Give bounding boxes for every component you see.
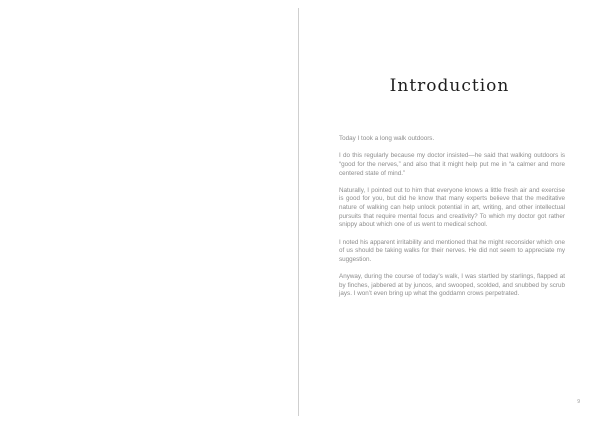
left-page-blank <box>0 0 298 428</box>
paragraph: I noted his apparent irritability and mentioned that he might reconsider which one of us should be taking walks for their nerves. He did not seem to appreciate my suggestion. <box>339 238 565 263</box>
paragraph: Naturally, I pointed out to him that everyone knows a little fresh air and exercise is good for you, but did he know that many experts believe that the meditative nature of walking can help unlock potential in art, writing, and other intellectual pursuits that require mental focus and creativity? To which my doctor got rather snippy about which one of us went to medical school. <box>339 186 565 229</box>
paragraph: I do this regularly because my doctor insisted—he said that walking outdoors is “good for the nerves,” and also that it might help put me in “a calmer and more centered state of mind.” <box>339 152 565 177</box>
body-text <box>339 135 565 308</box>
page-number: 9 <box>577 399 580 405</box>
chapter-title: Introduction <box>389 76 510 96</box>
right-page <box>299 0 600 428</box>
paragraph: Anyway, during the course of today’s walk, I was startled by starlings, flapped at by finches, jabbered at by juncos, and swooped, scolded, and snubbed by scrub jays. I won’t even bring up what the goddamn crows perpetrated. <box>339 273 565 298</box>
paragraph: Today I took a long walk outdoors. <box>339 135 435 142</box>
